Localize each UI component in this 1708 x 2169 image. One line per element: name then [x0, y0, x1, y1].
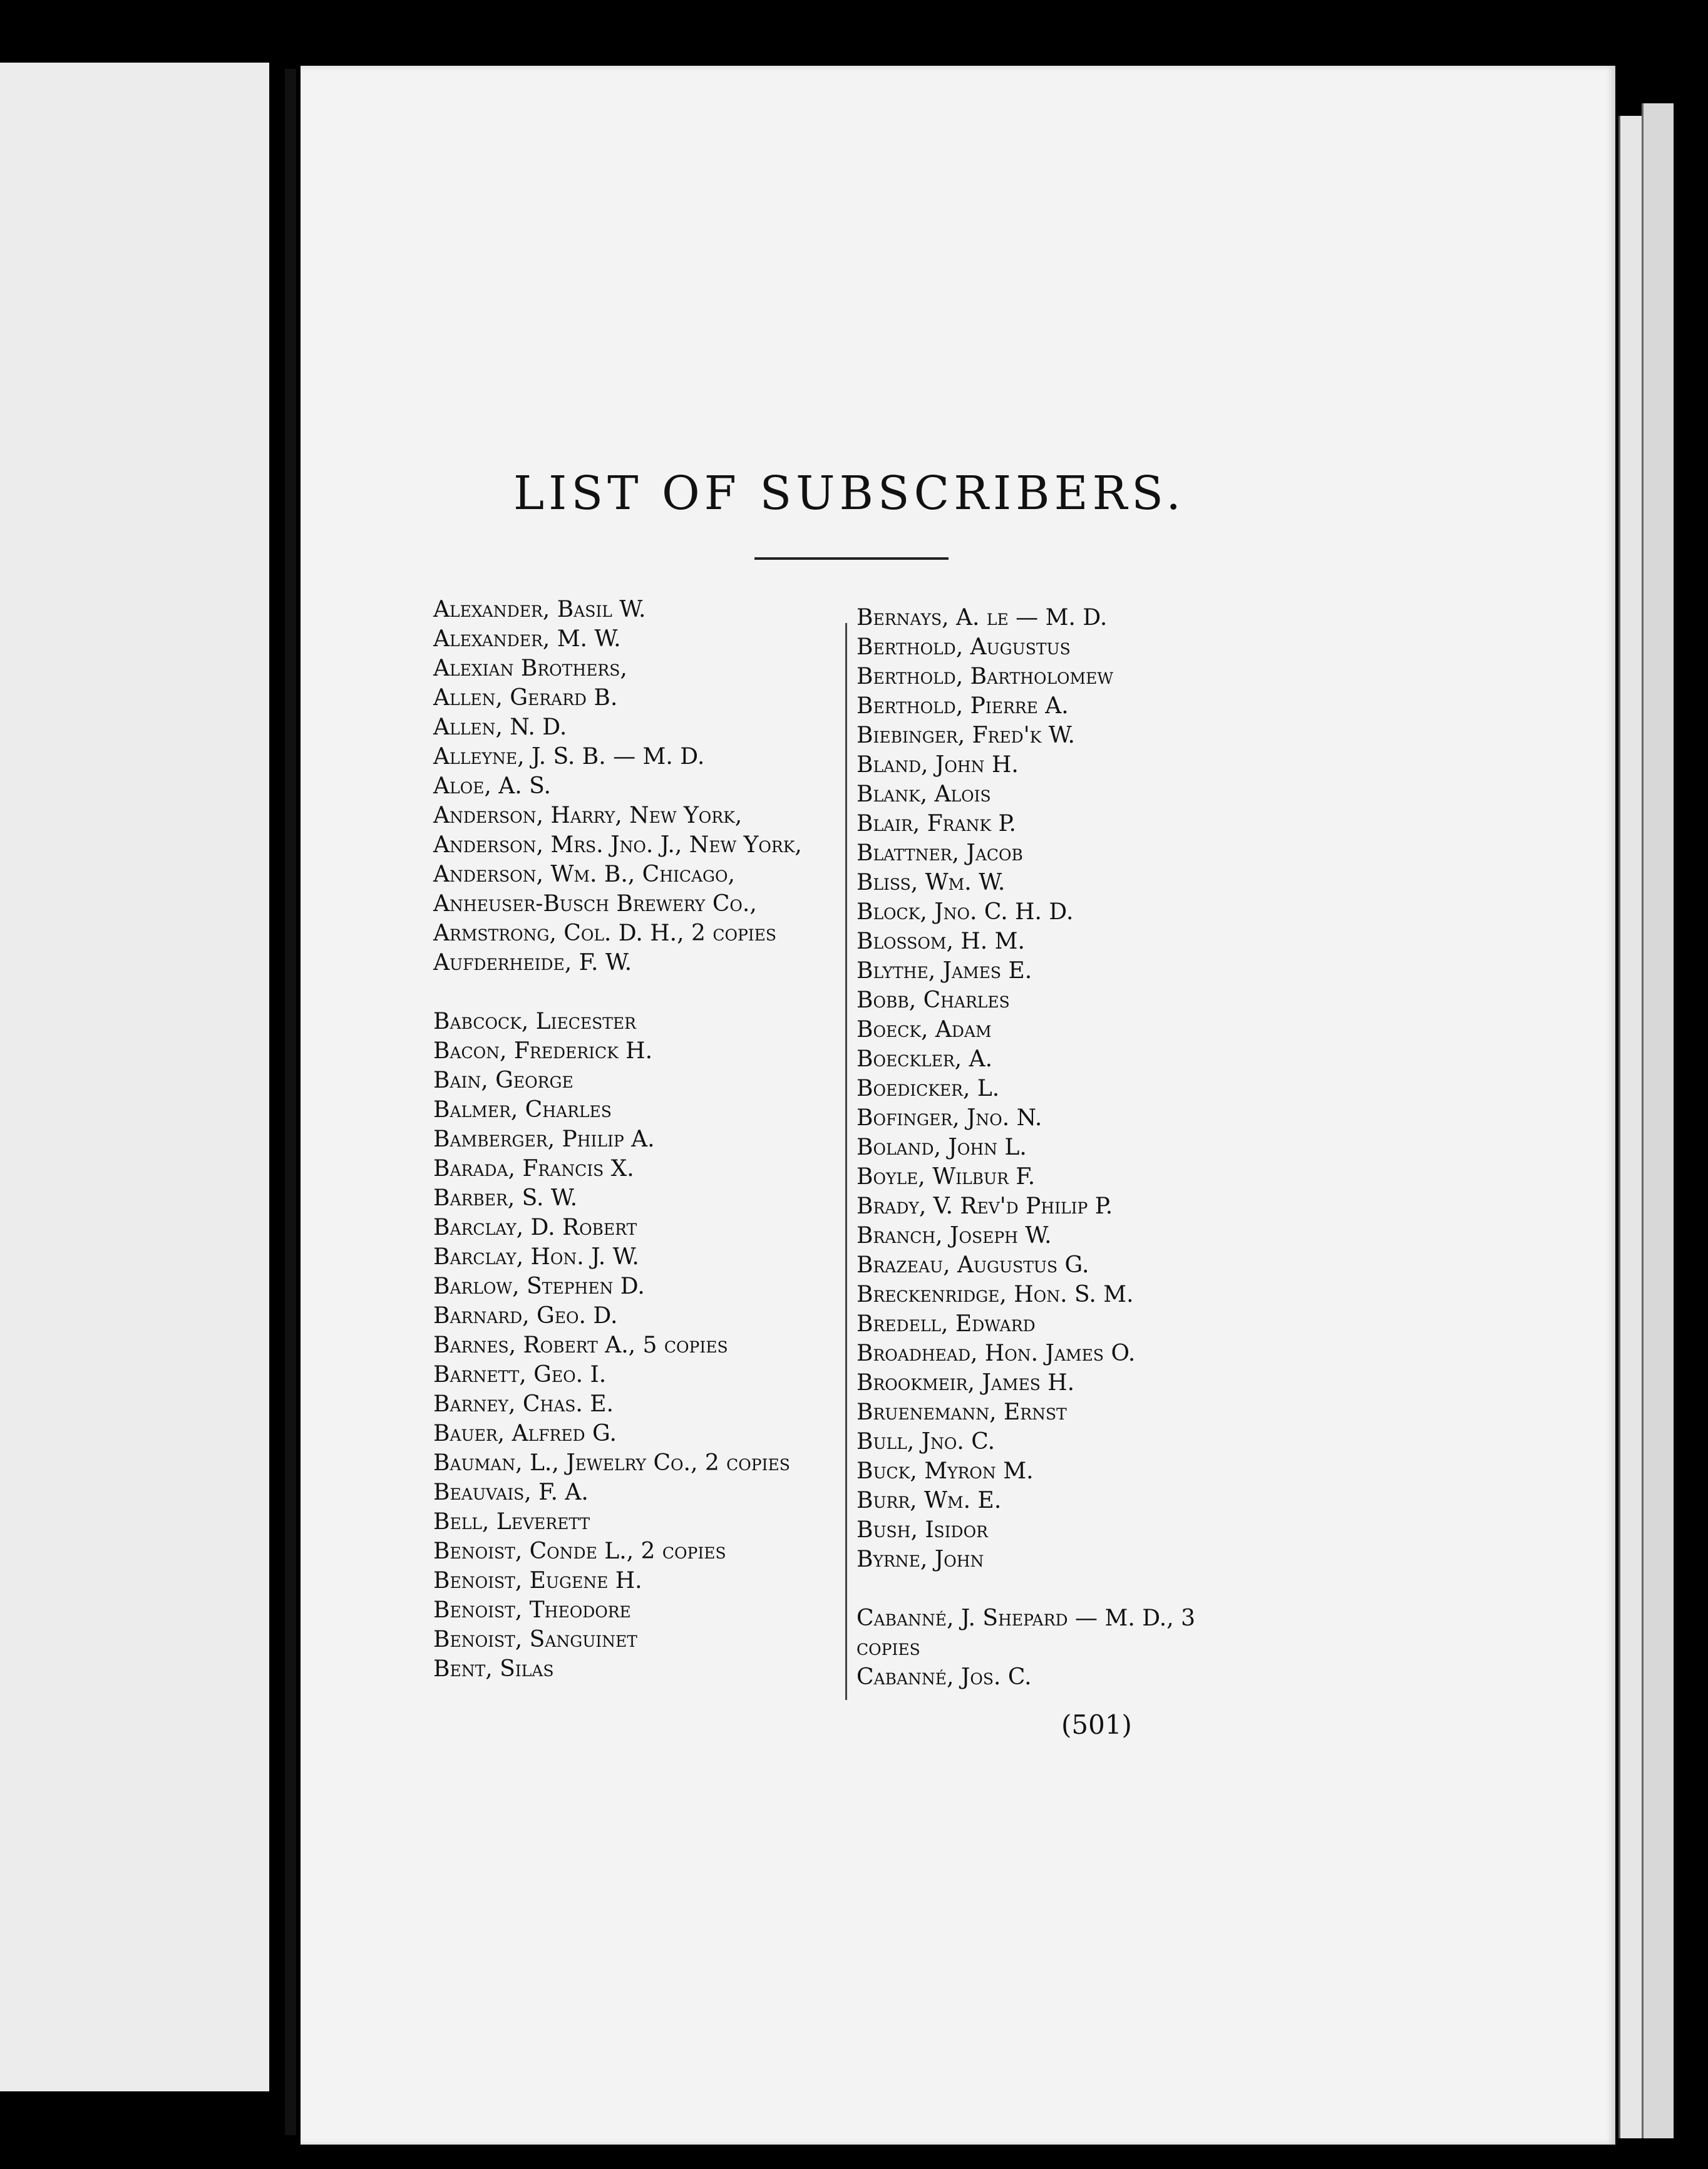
subscriber-entry: Bauman, L., Jewelry Co., 2 copies [433, 1450, 790, 1476]
subscriber-entry: Brazeau, Augustus G. [857, 1252, 1089, 1278]
subscriber-entry: Balmer, Charles [433, 1097, 612, 1123]
subscriber-entry: Babcock, Liecester [433, 1009, 636, 1034]
left-subscriber-column [433, 595, 834, 1684]
subscriber-entry: Bobb, Charles [857, 987, 1010, 1013]
subscriber-entry: Brady, V. Rev'd Philip P. [857, 1193, 1113, 1219]
subscriber-entry: Bliss, Wm. W. [857, 870, 1006, 895]
subscriber-entry: Bacon, Frederick H. [433, 1038, 653, 1064]
subscriber-entry: Bamberger, Philip A. [433, 1126, 655, 1152]
subscriber-entry: Byrne, John [857, 1547, 984, 1572]
subscriber-entry: Blattner, Jacob [857, 840, 1023, 866]
subscriber-entry: Barnes, Robert A., 5 copies [433, 1332, 728, 1358]
subscriber-entry: Brookmeir, James H. [857, 1370, 1075, 1396]
subscriber-entry: Bernays, A. le — M. D. [857, 605, 1108, 631]
subscriber-entry: Alexander, M. W. [433, 626, 621, 652]
subscriber-entry: Bain, George [433, 1068, 574, 1093]
subscriber-entry: Boland, John L. [857, 1135, 1027, 1160]
column-divider [845, 623, 847, 1700]
subscriber-entry: Bent, Silas [433, 1656, 554, 1682]
binding-gutter [285, 69, 296, 2135]
page-edge [1618, 116, 1642, 2138]
page-edge-outer [1642, 103, 1674, 2138]
subscriber-entry: Benoist, Theodore [433, 1597, 631, 1623]
subscriber-entry: Benoist, Conde L., 2 copies [433, 1538, 726, 1564]
subscriber-entry: Barnard, Geo. D. [433, 1303, 618, 1329]
subscriber-entry: Blank, Alois [857, 781, 991, 807]
subscriber-entry: Bauer, Alfred G. [433, 1421, 617, 1446]
subscriber-entry: Cabanné, Jos. C. [857, 1664, 1032, 1690]
subscriber-entry: Anderson, Mrs. Jno. J., New York, [433, 832, 802, 858]
subscriber-entry: Bush, Isidor [857, 1517, 988, 1543]
subscriber-entry: Berthold, Bartholomew [857, 664, 1114, 689]
subscriber-entry: Beauvais, F. A. [433, 1480, 589, 1505]
subscriber-entry: Anheuser-Busch Brewery Co., [433, 891, 757, 917]
subscriber-entry: Boedicker, L. [857, 1076, 1000, 1101]
subscriber-entry: Burr, Wm. E. [857, 1488, 1002, 1513]
subscriber-entry: Bofinger, Jno. N. [857, 1105, 1042, 1131]
subscriber-entry: Boeckler, A. [857, 1046, 993, 1072]
subscriber-entry: Allen, N. D. [433, 714, 567, 740]
subscriber-entry: Barnett, Geo. I. [433, 1362, 607, 1388]
subscriber-entry: Bull, Jno. C. [857, 1429, 995, 1455]
subscriber-entry: Bruenemann, Ernst [857, 1399, 1067, 1425]
subscriber-entry: Alleyne, J. S. B. — M. D. [433, 744, 705, 770]
subscriber-entry: Blair, Frank P. [857, 811, 1016, 837]
right-subscriber-column [857, 603, 1257, 1692]
subscriber-entry: Boyle, Wilbur F. [857, 1164, 1036, 1190]
subscriber-entry: Breckenridge, Hon. S. M. [857, 1282, 1134, 1307]
subscriber-entry: Alexian Brothers, [433, 656, 627, 681]
subscriber-entry: Armstrong, Col. D. H., 2 copies [433, 920, 777, 946]
subscriber-entry: Bland, John H. [857, 752, 1019, 778]
page-title: LIST OF SUBSCRIBERS. [513, 466, 1185, 520]
section-gap [433, 977, 834, 1007]
subscriber-entry: Blossom, H. M. [857, 929, 1025, 954]
subscriber-entry: Barclay, Hon. J. W. [433, 1244, 639, 1270]
subscriber-entry: Barney, Chas. E. [433, 1391, 614, 1417]
subscriber-entry: Barada, Francis X. [433, 1156, 634, 1182]
subscriber-entry: Bredell, Edward [857, 1311, 1036, 1337]
subscriber-entry: Boeck, Adam [857, 1017, 992, 1043]
subscriber-entry: Biebinger, Fred'k W. [857, 723, 1075, 748]
subscriber-entry: Alexander, Basil W. [433, 597, 646, 622]
subscriber-entry: Benoist, Eugene H. [433, 1568, 642, 1594]
subscriber-entry: Benoist, Sanguinet [433, 1627, 637, 1652]
subscriber-entry: Aloe, A. S. [433, 773, 551, 799]
subscriber-entry: Barber, S. W. [433, 1185, 578, 1211]
page-number: (501) [1061, 1709, 1132, 1740]
subscriber-entry: Cabanné, J. Shepard — M. D., 3 copies [857, 1605, 1196, 1661]
subscriber-entry: Barlow, Stephen D. [433, 1274, 645, 1299]
subscriber-entry: Bell, Leverett [433, 1509, 590, 1535]
subscriber-entry: Broadhead, Hon. James O. [857, 1341, 1136, 1366]
subscriber-entry: Berthold, Augustus [857, 634, 1071, 660]
subscriber-entry: Blythe, James E. [857, 958, 1032, 984]
subscriber-entry: Aufderheide, F. W. [433, 950, 632, 976]
subscriber-entry: Barclay, D. Robert [433, 1215, 637, 1240]
section-gap [857, 1574, 1257, 1604]
subscriber-entry: Allen, Gerard B. [433, 685, 618, 711]
subscriber-entry: Anderson, Wm. B., Chicago, [433, 862, 735, 887]
subscriber-entry: Anderson, Harry, New York, [433, 803, 743, 828]
subscriber-entry: Block, Jno. C. H. D. [857, 899, 1074, 925]
facing-page [0, 63, 269, 2091]
subscriber-entry: Buck, Myron M. [857, 1458, 1034, 1484]
subscriber-entry: Branch, Joseph W. [857, 1223, 1052, 1249]
title-rule [754, 557, 949, 560]
subscriber-entry: Berthold, Pierre A. [857, 693, 1069, 719]
